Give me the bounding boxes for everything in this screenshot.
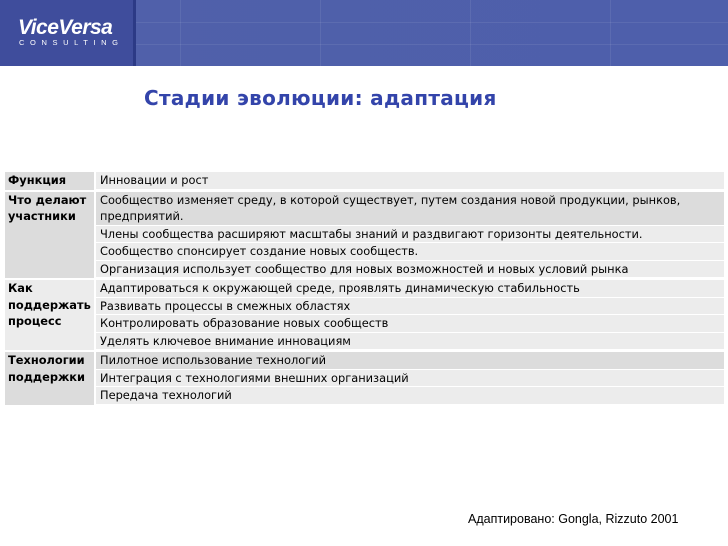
row-item: Передача технологий	[96, 387, 724, 405]
row-item: Контролировать образование новых сообществ	[96, 315, 724, 333]
table-row	[5, 350, 724, 405]
row-item: Интеграция с технологиями внешних организаций	[96, 370, 724, 388]
row-item: Адаптироваться к окружающей среде, проявлять динамическую стабильность	[96, 280, 724, 298]
row-item: Сообщество спонсирует создание новых сообществ.	[96, 243, 724, 261]
row-label	[5, 192, 96, 279]
header-band	[0, 0, 728, 66]
row-item: Сообщество изменяет среду, в которой существует, путем создания новой продукции, рынков, предприятий.	[96, 192, 724, 226]
row-item: Члены сообщества расширяют масштабы знаний и раздвигают горизонты деятельности.	[96, 226, 724, 244]
row-item: Уделять ключевое внимание инновациям	[96, 333, 724, 351]
row-label-text: Что делают участники	[8, 192, 87, 223]
row-cells	[96, 172, 724, 190]
logo	[0, 0, 133, 66]
row-item: Пилотное использование технологий	[96, 352, 724, 370]
table-row	[5, 278, 724, 350]
row-label: Функция	[5, 172, 96, 190]
row-label-text: Как поддержать процесс	[8, 281, 91, 328]
table-row	[5, 172, 724, 190]
row-cells	[96, 352, 724, 405]
row-label	[5, 280, 96, 350]
table-row	[5, 190, 724, 279]
row-cells	[96, 280, 724, 350]
logo-divider	[133, 0, 136, 66]
row-label-text: Технологии поддержки	[8, 353, 86, 384]
row-item: Инновации и рост	[96, 172, 724, 190]
logo-name: ViceVersa	[18, 16, 113, 39]
logo-tagline: CONSULTING	[19, 38, 124, 47]
row-label	[5, 352, 96, 405]
row-item: Организация использует сообщество для новых возможностей и новых условий рынка	[96, 261, 724, 279]
page-title: Стадии эволюции: адаптация	[144, 86, 497, 110]
row-cells	[96, 192, 724, 279]
content-table	[5, 172, 724, 405]
source-note: Адаптировано: Gongla, Rizzuto 2001	[468, 512, 679, 526]
row-item: Развивать процессы в смежных областях	[96, 298, 724, 316]
